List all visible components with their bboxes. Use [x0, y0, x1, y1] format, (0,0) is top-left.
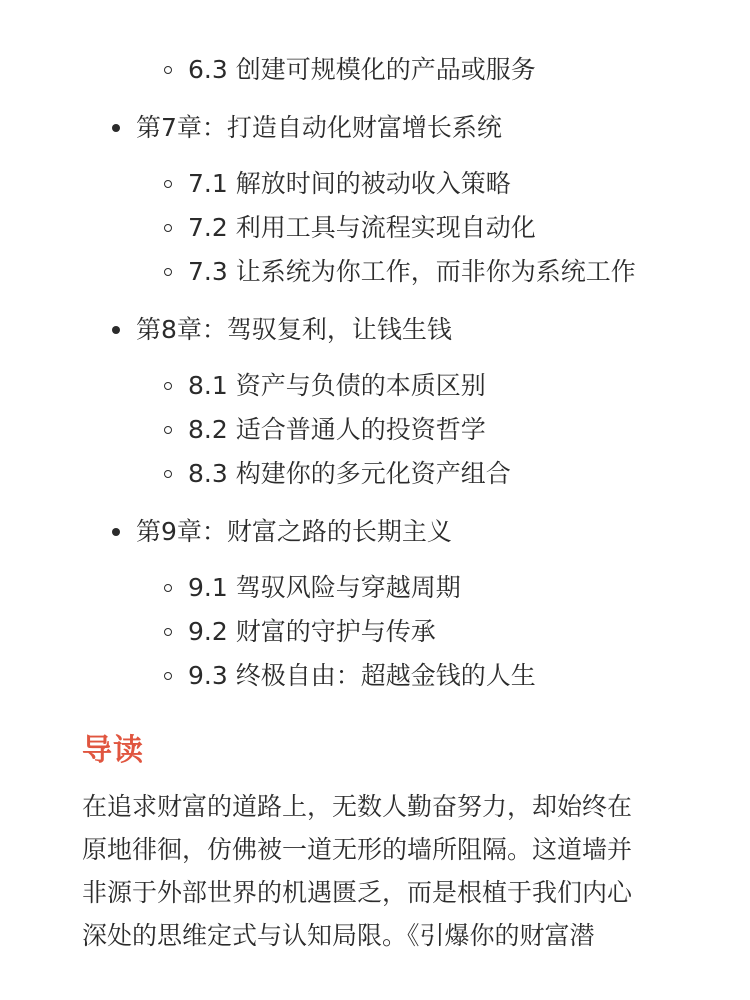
toc-item-label: 第9章：财富之路的长期主义 [136, 517, 452, 546]
hollow-circle-bullet-icon [164, 268, 172, 276]
toc-section-9-1[interactable] [164, 571, 461, 605]
toc-section-8-1[interactable] [164, 369, 486, 403]
hollow-circle-bullet-icon [164, 180, 172, 188]
toc-section-9-3[interactable] [164, 659, 536, 693]
hollow-circle-bullet-icon [164, 382, 172, 390]
filled-disc-bullet-icon [112, 326, 120, 334]
toc-item-label: 7.2 利用工具与流程实现自动化 [188, 213, 536, 242]
hollow-circle-bullet-icon [164, 66, 172, 74]
toc-section-9-2[interactable] [164, 615, 436, 649]
hollow-circle-bullet-icon [164, 628, 172, 636]
intro-heading: 导读 [82, 733, 144, 768]
toc-item-label: 7.1 解放时间的被动收入策略 [188, 169, 511, 198]
intro-paragraph-line: 在追求财富的道路上，无数人勤奋努力，却始终在 [82, 792, 633, 821]
hollow-circle-bullet-icon [164, 672, 172, 680]
toc-chapter-8[interactable] [112, 313, 452, 347]
hollow-circle-bullet-icon [164, 584, 172, 592]
toc-item-label: 8.3 构建你的多元化资产组合 [188, 459, 511, 488]
toc-item-label: 第7章：打造自动化财富增长系统 [136, 113, 502, 142]
toc-item-label: 7.3 让系统为你工作，而非你为系统工作 [188, 257, 636, 286]
toc-item-label: 9.3 终极自由：超越金钱的人生 [188, 661, 536, 690]
toc-item-label: 6.3 创建可规模化的产品或服务 [188, 55, 536, 84]
intro-paragraph-line: 非源于外部世界的机遇匮乏，而是根植于我们内心 [82, 878, 633, 907]
toc-item-label: 9.1 驾驭风险与穿越周期 [188, 573, 461, 602]
toc-section-7-1[interactable] [164, 167, 511, 201]
hollow-circle-bullet-icon [164, 224, 172, 232]
toc-section-6-3[interactable] [164, 53, 536, 87]
toc-item-label: 8.2 适合普通人的投资哲学 [188, 415, 486, 444]
hollow-circle-bullet-icon [164, 470, 172, 478]
toc-section-7-3[interactable] [164, 255, 636, 289]
intro-paragraph-line: 原地徘徊，仿佛被一道无形的墙所阻隔。这道墙并 [82, 835, 633, 864]
toc-section-8-3[interactable] [164, 457, 511, 491]
toc-section-8-2[interactable] [164, 413, 486, 447]
toc-section-7-2[interactable] [164, 211, 536, 245]
toc-item-label: 8.1 资产与负债的本质区别 [188, 371, 486, 400]
toc-item-label: 第8章：驾驭复利，让钱生钱 [136, 315, 452, 344]
toc-chapter-9[interactable] [112, 515, 452, 549]
filled-disc-bullet-icon [112, 528, 120, 536]
toc-item-label: 9.2 财富的守护与传承 [188, 617, 436, 646]
intro-paragraph-line: 深处的思维定式与认知局限。《引爆你的财富潜 [82, 921, 595, 950]
hollow-circle-bullet-icon [164, 426, 172, 434]
toc-chapter-7[interactable] [112, 111, 502, 145]
filled-disc-bullet-icon [112, 124, 120, 132]
